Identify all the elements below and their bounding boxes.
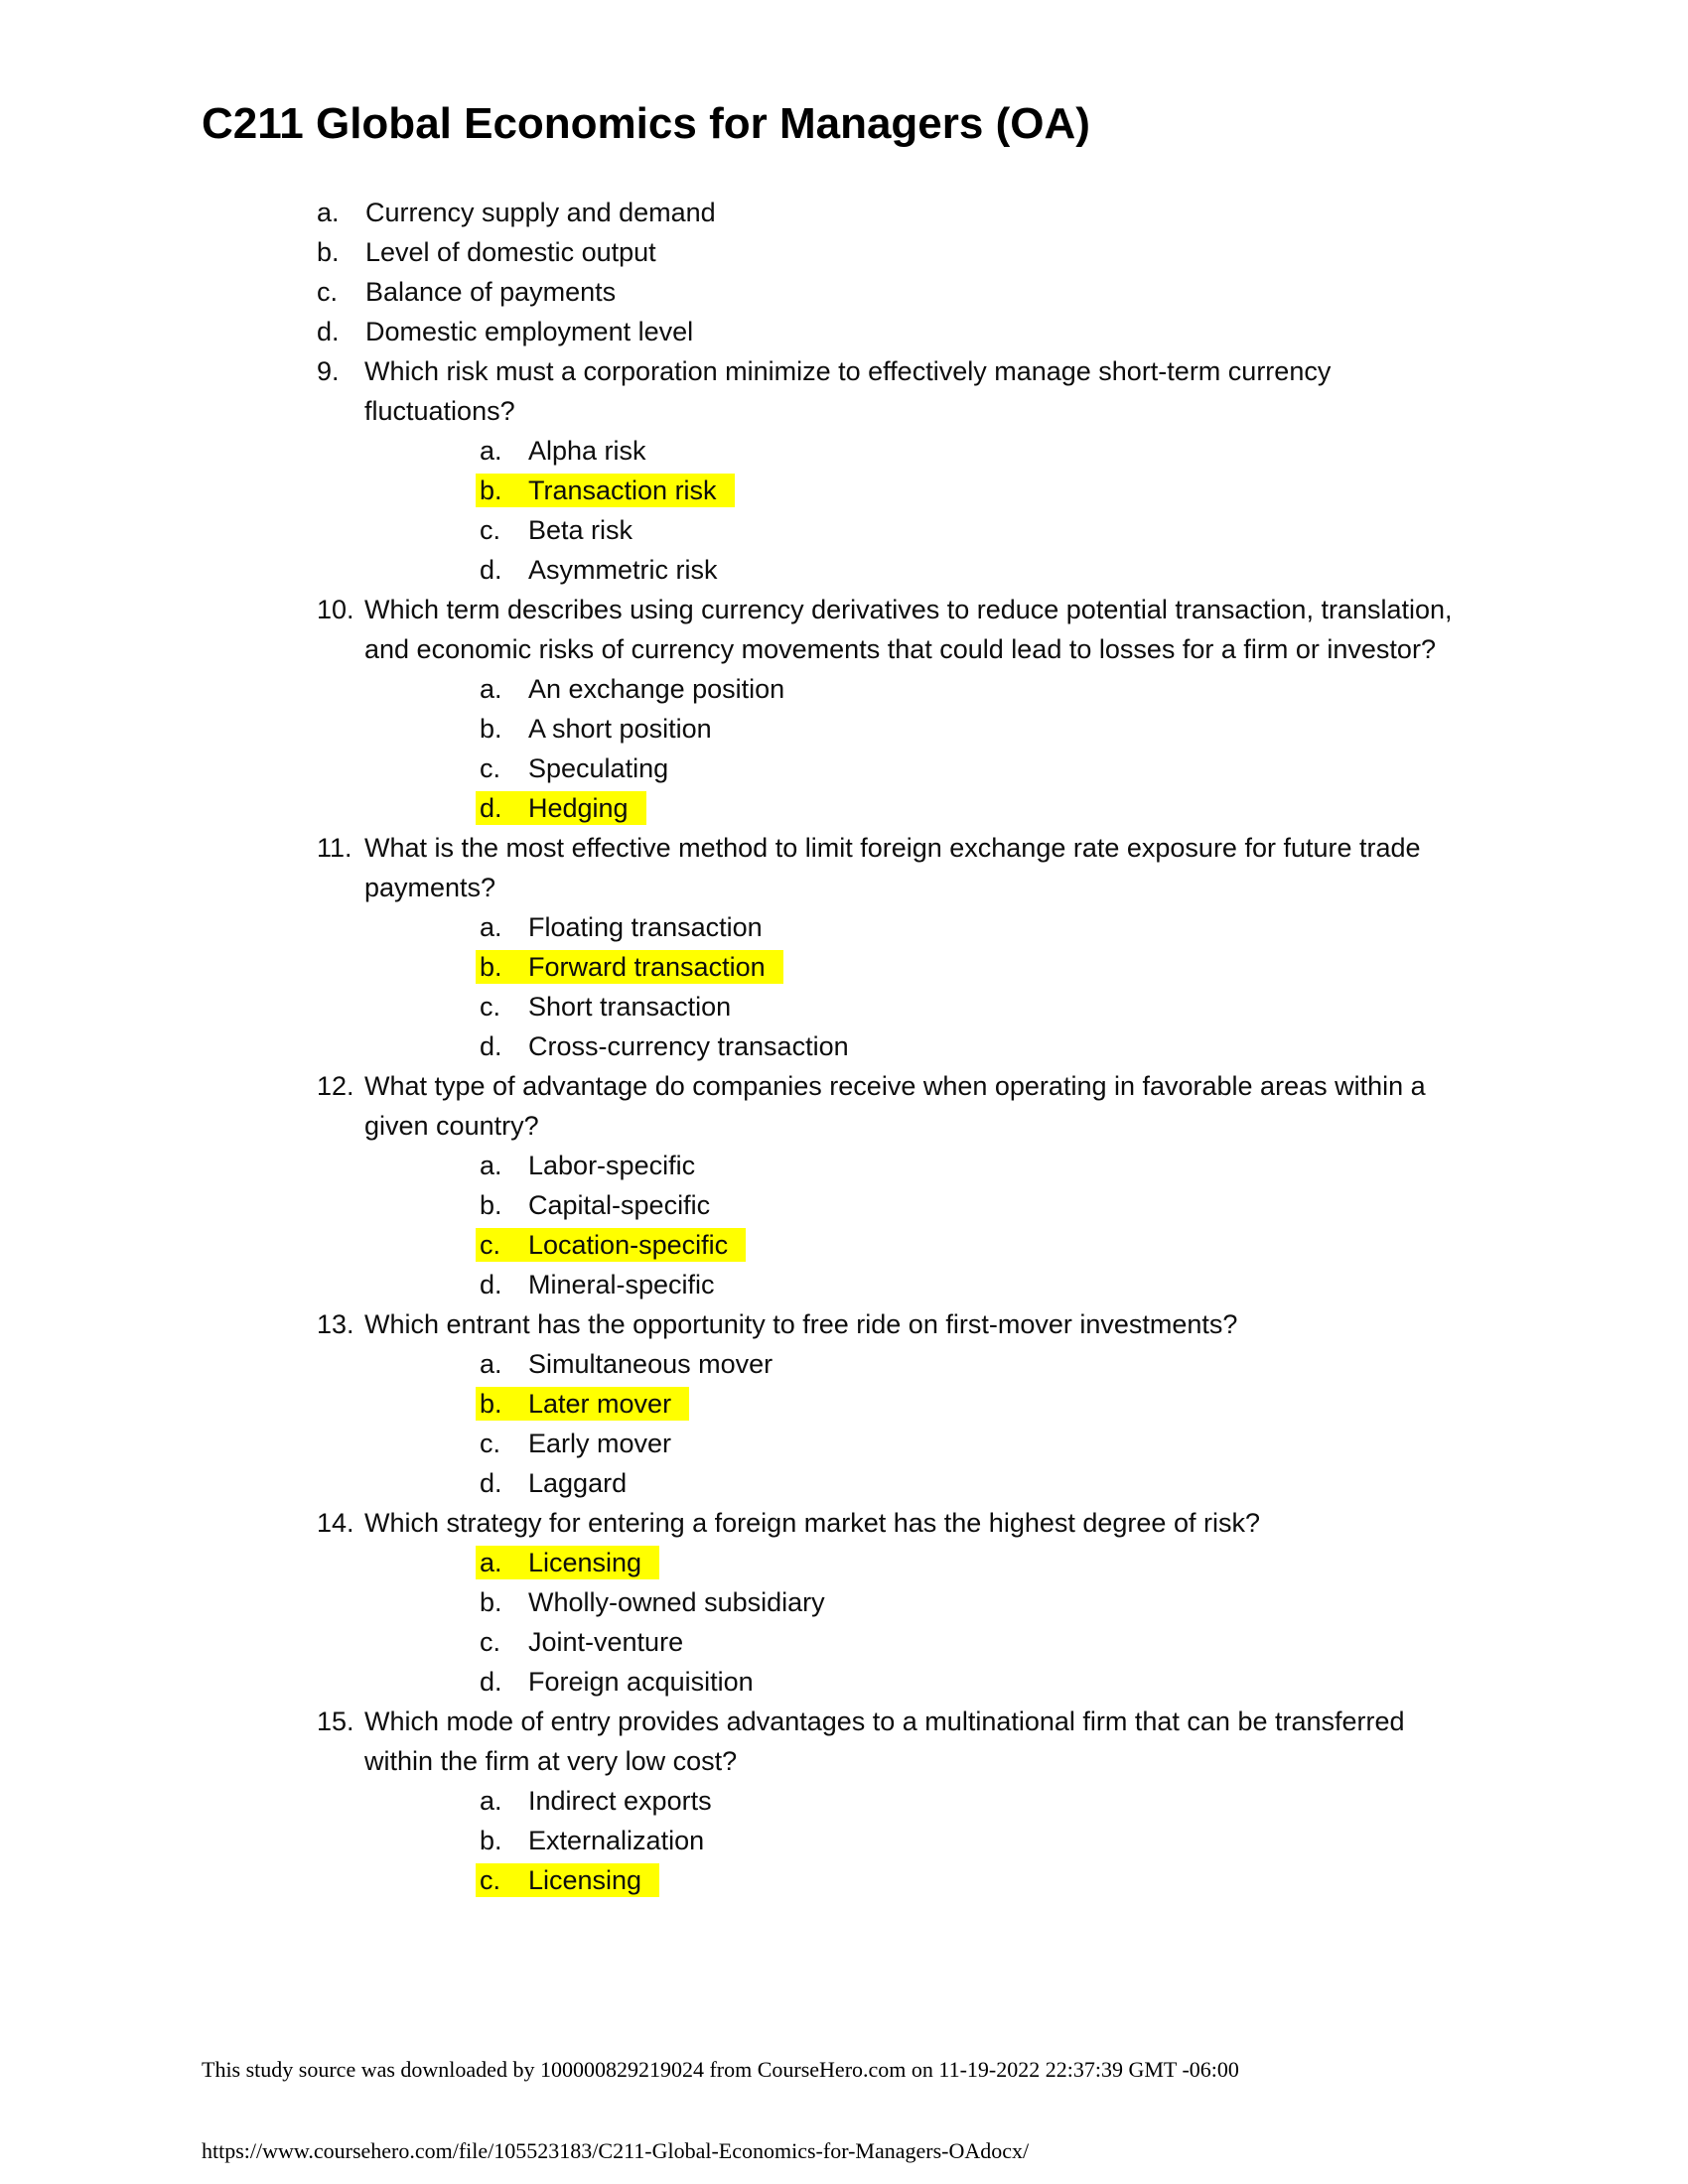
question-block: [317, 828, 1464, 1066]
option-letter: c.: [317, 277, 339, 307]
question-options: [317, 431, 1464, 590]
page-title: C211 Global Economics for Managers (OA): [202, 99, 1090, 148]
option: [317, 317, 693, 346]
option-answer-highlighted: [476, 791, 646, 825]
orphan-options: [317, 193, 1464, 351]
option-row: [480, 1582, 1464, 1622]
question-options: [317, 1146, 1464, 1304]
option-letter: d.: [480, 1667, 502, 1697]
option-text: Currency supply and demand: [365, 198, 716, 227]
option-letter: a.: [480, 436, 502, 466]
option: [480, 515, 633, 545]
option: [480, 992, 731, 1022]
option-letter: b.: [480, 1389, 502, 1419]
option-row: [480, 1821, 1464, 1860]
option-text: Forward transaction: [528, 952, 766, 982]
question-head: [317, 1066, 1464, 1146]
option: [480, 674, 784, 704]
option-text: Level of domestic output: [365, 237, 656, 267]
option-letter: b.: [480, 714, 502, 744]
option: [480, 1031, 849, 1061]
option-answer-highlighted: [476, 474, 735, 507]
option-text: Transaction risk: [528, 476, 717, 505]
option-text: Hedging: [528, 793, 629, 823]
option: [480, 1429, 671, 1458]
question-options: [317, 1344, 1464, 1503]
option: [480, 436, 646, 466]
question-number: 10.: [317, 595, 354, 624]
option-text: Asymmetric risk: [528, 555, 718, 585]
option-answer-highlighted: [476, 1387, 689, 1421]
option-row: [480, 510, 1464, 550]
option: [480, 1627, 683, 1657]
option-letter: c.: [480, 515, 501, 545]
option-row: [480, 1662, 1464, 1702]
option-text: Floating transaction: [528, 912, 763, 942]
option: [480, 1190, 710, 1220]
option: [480, 1667, 754, 1697]
question-block: [317, 351, 1464, 590]
option-row: [480, 788, 1464, 828]
option-text: Indirect exports: [528, 1786, 712, 1816]
question-head: [317, 1503, 1464, 1543]
question-head: [317, 1702, 1464, 1781]
option: [317, 237, 656, 267]
option-row: [480, 1026, 1464, 1066]
option: [480, 1270, 715, 1299]
option: [480, 753, 668, 783]
option-letter: b.: [480, 1587, 502, 1617]
option-row: [480, 1622, 1464, 1662]
question-options: [317, 1543, 1464, 1702]
option-row: [480, 947, 1464, 987]
option-row: [480, 709, 1464, 749]
option-row: [480, 1146, 1464, 1185]
footer-download-note: This study source was downloaded by 100000829219024 from CourseHero.com on 11-19-2022 22:37:39 GMT -06:00: [202, 2057, 1239, 2082]
question-options: [317, 1781, 1464, 1900]
question-text: Which entrant has the opportunity to free ride on first-mover investments?: [364, 1309, 1238, 1339]
option-letter: c.: [480, 1429, 501, 1458]
option-letter: d.: [480, 555, 502, 585]
option-letter: b.: [480, 1190, 502, 1220]
option-letter: a.: [480, 1786, 502, 1816]
option-row: [480, 1265, 1464, 1304]
questions: [317, 351, 1464, 1900]
question-block: [317, 1066, 1464, 1304]
question-head: [317, 351, 1464, 431]
option-row: [317, 232, 1464, 272]
option-text: Capital-specific: [528, 1190, 711, 1220]
option-answer-highlighted: [476, 1228, 746, 1262]
option-letter: c.: [480, 1865, 501, 1895]
option-letter: a.: [480, 1548, 502, 1577]
question-text: Which mode of entry provides advantages to a multinational firm that can be transferred within the firm at very low cost?: [364, 1706, 1405, 1776]
option-row: [480, 1543, 1464, 1582]
option-letter: a.: [480, 1151, 502, 1180]
option-text: A short position: [528, 714, 712, 744]
option-letter: d.: [480, 1031, 502, 1061]
option-row: [480, 550, 1464, 590]
option-letter: a.: [480, 912, 502, 942]
option-row: [480, 1424, 1464, 1463]
option-letter: d.: [480, 1270, 502, 1299]
question-head: [317, 828, 1464, 907]
option-text: Later mover: [528, 1389, 672, 1419]
option-letter: c.: [480, 1230, 501, 1260]
option-letter: c.: [480, 1627, 501, 1657]
question-block: [317, 1702, 1464, 1900]
option-text: Domestic employment level: [365, 317, 694, 346]
option-row: [317, 193, 1464, 232]
option: [480, 1468, 627, 1498]
option-text: Short transaction: [528, 992, 732, 1022]
question-text: Which strategy for entering a foreign market has the highest degree of risk?: [364, 1508, 1260, 1538]
option: [480, 1826, 704, 1855]
option-answer-highlighted: [476, 1863, 659, 1897]
question-text: What type of advantage do companies receive when operating in favorable areas within a given country?: [364, 1071, 1426, 1141]
option-row: [317, 312, 1464, 351]
option-letter: b.: [317, 237, 340, 267]
option-text: Speculating: [528, 753, 669, 783]
option-letter: a.: [480, 674, 502, 704]
option-letter: b.: [480, 476, 502, 505]
option-text: Early mover: [528, 1429, 672, 1458]
option: [480, 1587, 825, 1617]
option-row: [480, 907, 1464, 947]
option-text: Externalization: [528, 1826, 705, 1855]
option-row: [480, 1384, 1464, 1424]
option-row: [480, 1185, 1464, 1225]
question-options: [317, 669, 1464, 828]
question-number: 13.: [317, 1309, 354, 1339]
footer-url: https://www.coursehero.com/file/105523183/C211-Global-Economics-for-Managers-OAdocx/: [202, 2138, 1030, 2163]
option-text: Licensing: [528, 1548, 642, 1577]
question-number: 14.: [317, 1508, 354, 1538]
question-list: [317, 193, 1464, 1900]
option-row: [480, 1344, 1464, 1384]
option-letter: d.: [480, 1468, 502, 1498]
question-head: [317, 1304, 1464, 1344]
option-row: [317, 272, 1464, 312]
question-number: 12.: [317, 1071, 354, 1101]
question-number: 9.: [317, 356, 340, 386]
option-letter: b.: [480, 952, 502, 982]
option-row: [480, 749, 1464, 788]
question-text: Which term describes using currency derivatives to reduce potential transaction, translation, and economic risks of currency movements that could lead to losses for a firm or investor?: [364, 595, 1453, 664]
option-letter: d.: [317, 317, 340, 346]
option-text: Balance of payments: [365, 277, 617, 307]
option-text: Laggard: [528, 1468, 628, 1498]
option-text: Alpha risk: [528, 436, 646, 466]
question-block: [317, 590, 1464, 828]
option-row: [480, 1781, 1464, 1821]
option-text: Simultaneous mover: [528, 1349, 774, 1379]
option: [480, 1349, 773, 1379]
option-text: Foreign acquisition: [528, 1667, 754, 1697]
option-letter: c.: [480, 753, 501, 783]
option-text: An exchange position: [528, 674, 785, 704]
option-letter: c.: [480, 992, 501, 1022]
option-row: [480, 431, 1464, 471]
option: [317, 198, 716, 227]
question-options: [317, 907, 1464, 1066]
question-number: 11.: [317, 833, 352, 863]
question-head: [317, 590, 1464, 669]
option-row: [480, 669, 1464, 709]
option-text: Cross-currency transaction: [528, 1031, 849, 1061]
option-row: [480, 1463, 1464, 1503]
option-text: Licensing: [528, 1865, 642, 1895]
option-text: Labor-specific: [528, 1151, 696, 1180]
option: [480, 714, 712, 744]
question-text: What is the most effective method to limit foreign exchange rate exposure for future trade payments?: [364, 833, 1421, 902]
question-number: 15.: [317, 1706, 354, 1736]
option: [480, 1786, 712, 1816]
option-letter: b.: [480, 1826, 502, 1855]
option-row: [480, 471, 1464, 510]
option-answer-highlighted: [476, 1546, 659, 1579]
option-answer-highlighted: [476, 950, 783, 984]
option-text: Mineral-specific: [528, 1270, 715, 1299]
option-row: [480, 1860, 1464, 1900]
option: [480, 1151, 695, 1180]
option: [317, 277, 616, 307]
option-row: [480, 1225, 1464, 1265]
option: [480, 912, 763, 942]
option-row: [480, 987, 1464, 1026]
option-letter: d.: [480, 793, 502, 823]
option: [480, 555, 718, 585]
question-text: Which risk must a corporation minimize to effectively manage short-term currency fluctuations?: [364, 356, 1332, 426]
option-text: Location-specific: [528, 1230, 729, 1260]
option-text: Joint-venture: [528, 1627, 684, 1657]
option-text: Beta risk: [528, 515, 633, 545]
question-block: [317, 1503, 1464, 1702]
option-text: Wholly-owned subsidiary: [528, 1587, 825, 1617]
option-letter: a.: [480, 1349, 502, 1379]
option-letter: a.: [317, 198, 340, 227]
question-block: [317, 1304, 1464, 1503]
